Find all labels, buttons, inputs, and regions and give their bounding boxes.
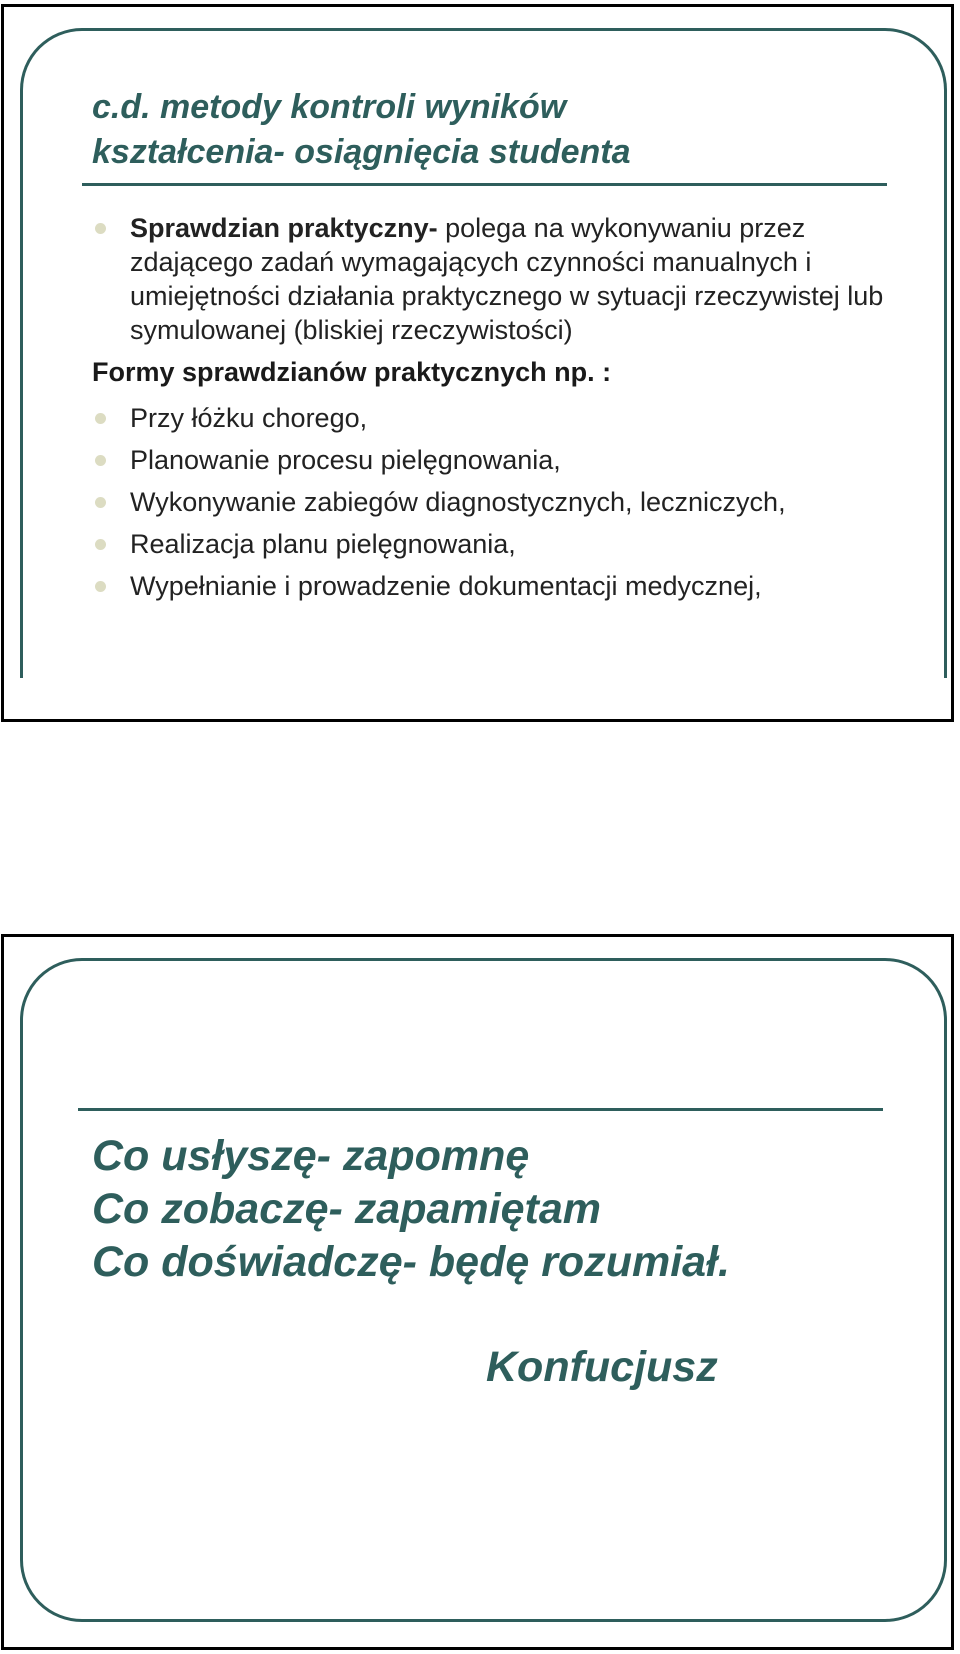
bullet-dot-icon <box>95 413 106 424</box>
quote-author: Konfucjusz <box>486 1343 718 1391</box>
list-item-text: Przy łóżku chorego, <box>130 403 368 433</box>
slide-1-content <box>92 211 932 611</box>
list-item-text: Wypełnianie i prowadzenie dokumentacji medycznej, <box>130 571 762 601</box>
slide-1 <box>1 4 954 722</box>
intro-term: Sprawdzian praktyczny- <box>130 213 438 243</box>
list-item-text: Realizacja planu pielęgnowania, <box>130 529 516 559</box>
list-item <box>92 443 932 477</box>
list-item-text: Planowanie procesu pielęgnowania, <box>130 445 561 475</box>
list-item <box>92 569 932 603</box>
slide-1-title-line-1: c.d. metody kontroli wyników <box>92 88 567 126</box>
quote-line-3: Co doświadczę- będę rozumiał. <box>92 1238 730 1286</box>
list-item-text: Wykonywanie zabiegów diagnostycznych, leczniczych, <box>130 487 786 517</box>
forms-heading: Formy sprawdzianów praktycznych np. : <box>92 357 612 387</box>
panel-mask <box>23 607 944 687</box>
title-rule <box>82 183 887 186</box>
slide-1-title-line-2: kształcenia- osiągnięcia studenta <box>92 133 631 171</box>
bullet-dot-icon <box>95 497 106 508</box>
slide-1-title <box>92 85 631 175</box>
slide-2 <box>1 934 954 1650</box>
bullet-dot-icon <box>95 581 106 592</box>
list-item <box>92 527 932 561</box>
bullet-dot-icon <box>95 539 106 550</box>
list-item <box>92 485 932 519</box>
intro-definition: polega na wykonywaniu przez zdającego zadań wymagających czynności manualnych i umiejętności działania praktycznego w sytuacji rzeczywistej lub symulowanej (bliskiej rzeczywistości) <box>130 213 884 345</box>
bullet-dot-icon <box>95 455 106 466</box>
quote-line-1: Co usłyszę- zapomnę <box>92 1132 530 1180</box>
quote-line-2: Co zobaczę- zapamiętam <box>92 1185 601 1233</box>
bullet-dot-icon <box>95 223 106 234</box>
slide-2-panel <box>20 958 947 1622</box>
list-item <box>92 401 932 435</box>
quote <box>92 1130 730 1289</box>
quote-rule <box>78 1108 883 1111</box>
bullet-intro <box>92 211 932 347</box>
